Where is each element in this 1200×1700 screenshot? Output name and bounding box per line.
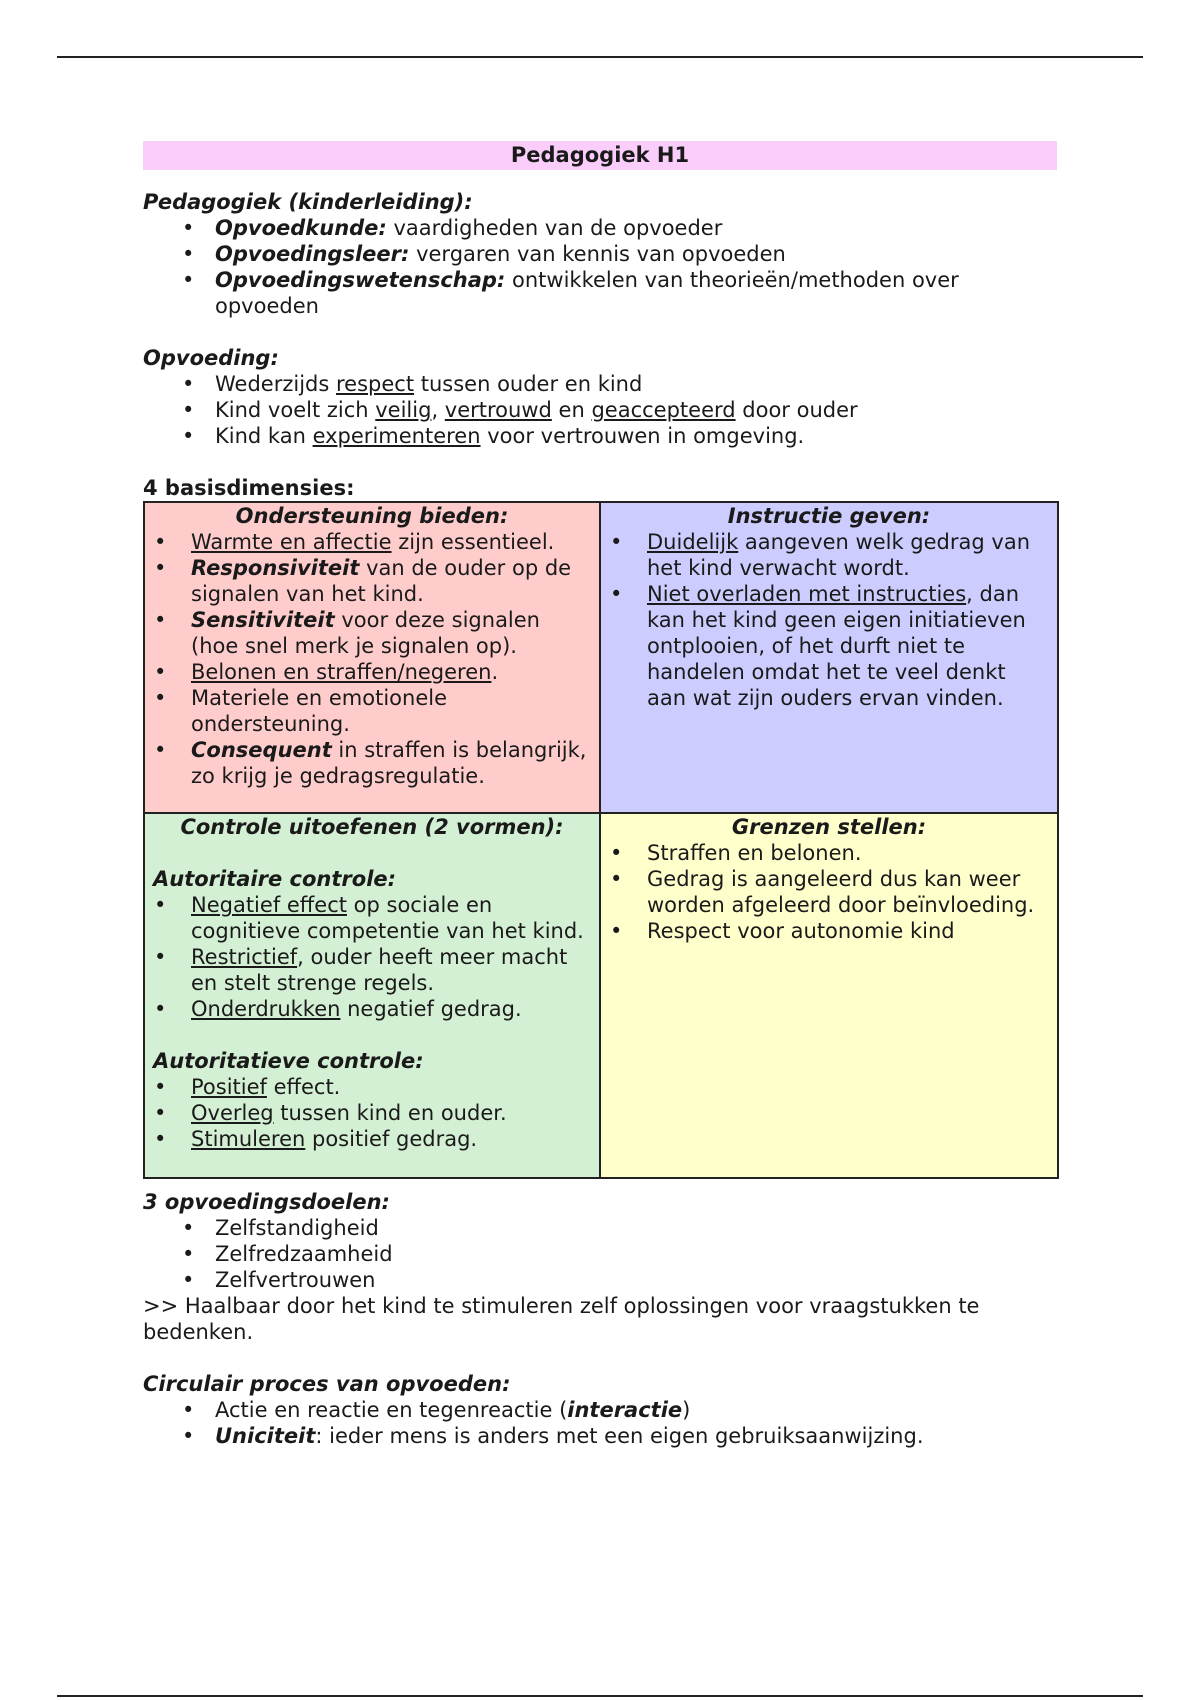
list-item: • Niet overladen met instructies, dan kan het kind geen eigen initiatieven ontplooien, of het durft niet te handelen omdat het te veel denkt aan wat zijn ouders ervan vinden. bbox=[647, 581, 1049, 711]
basisdimensies-table bbox=[143, 501, 1059, 1179]
list-item: • Gedrag is aangeleerd dus kan weer worden afgeleerd door beïnvloeding. bbox=[647, 866, 1049, 918]
cell-title: Controle uitoefenen (2 vormen): bbox=[180, 815, 564, 839]
list-item: • Sensitiviteit voor deze signalen (hoe snel merk je signalen op). bbox=[191, 607, 591, 659]
list-item: • Kind kan experimenteren voor vertrouwen in omgeving. bbox=[215, 423, 1057, 449]
list-item: • Overleg tussen kind en ouder. bbox=[191, 1100, 591, 1126]
opvoeding-list bbox=[143, 371, 1057, 449]
list-item: • Kind voelt zich veilig, vertrouwd en geaccepteerd door ouder bbox=[215, 397, 1057, 423]
list-item: • Respect voor autonomie kind bbox=[647, 918, 1049, 944]
page-title: Pedagogiek H1 bbox=[143, 141, 1057, 170]
subheading-autoritaire: Autoritaire controle: bbox=[153, 867, 397, 891]
list-item: • Duidelijk aangeven welk gedrag van het kind verwacht wordt. bbox=[647, 529, 1049, 581]
section-heading-circulair: Circulair proces van opvoeden: bbox=[143, 1372, 511, 1396]
section-heading-opvoeding: Opvoeding: bbox=[143, 346, 279, 370]
section-heading-basisdimensies: 4 basisdimensies: bbox=[143, 476, 355, 500]
top-rule bbox=[57, 56, 1143, 58]
list-item: • Restrictief, ouder heeft meer macht en stelt strenge regels. bbox=[191, 944, 591, 996]
list-item: • Zelfstandigheid bbox=[215, 1215, 1057, 1241]
doelen-note: >> Haalbaar door het kind te stimuleren zelf oplossingen voor vraagstukken te bedenken. bbox=[143, 1294, 980, 1344]
pedagogiek-list bbox=[143, 215, 1057, 319]
list-item: • Zelfvertrouwen bbox=[215, 1267, 1057, 1293]
cell-instructie bbox=[601, 503, 1057, 814]
list-item: • Opvoedingsleer: vergaren van kennis van opvoeden bbox=[215, 241, 1057, 267]
list-item: • Opvoedingswetenschap: ontwikkelen van theorieën/methoden over opvoeden bbox=[215, 267, 1057, 319]
cell-title: Instructie geven: bbox=[727, 504, 931, 528]
document-body bbox=[143, 141, 1057, 1449]
list-item: • Positief effect. bbox=[191, 1074, 591, 1100]
doelen-list bbox=[143, 1215, 1057, 1293]
cell-grenzen bbox=[601, 814, 1057, 1177]
bottom-rule bbox=[57, 1695, 1143, 1697]
list-item: • Responsiviteit van de ouder op de signalen van het kind. bbox=[191, 555, 591, 607]
cell-title: Grenzen stellen: bbox=[731, 815, 927, 839]
cell-title: Ondersteuning bieden: bbox=[235, 504, 509, 528]
list-item: • Opvoedkunde: vaardigheden van de opvoeder bbox=[215, 215, 1057, 241]
list-item: • Zelfredzaamheid bbox=[215, 1241, 1057, 1267]
section-heading-doelen: 3 opvoedingsdoelen: bbox=[143, 1190, 390, 1214]
section-heading-pedagogiek: Pedagogiek (kinderleiding): bbox=[143, 190, 473, 214]
subheading-autoritatieve: Autoritatieve controle: bbox=[153, 1049, 424, 1073]
list-item: • Warmte en affectie zijn essentieel. bbox=[191, 529, 591, 555]
list-item: • Belonen en straffen/negeren. bbox=[191, 659, 591, 685]
list-item: • Stimuleren positief gedrag. bbox=[191, 1126, 591, 1152]
list-item: • Actie en reactie en tegenreactie (interactie) bbox=[215, 1397, 1057, 1423]
cell-ondersteuning bbox=[145, 503, 601, 814]
list-item: • Straffen en belonen. bbox=[647, 840, 1049, 866]
list-item: • Uniciteit: ieder mens is anders met een eigen gebruiksaanwijzing. bbox=[215, 1423, 1057, 1449]
list-item: • Materiele en emotionele ondersteuning. bbox=[191, 685, 591, 737]
list-item: • Negatief effect op sociale en cognitieve competentie van het kind. bbox=[191, 892, 591, 944]
list-item: • Onderdrukken negatief gedrag. bbox=[191, 996, 591, 1022]
list-item: • Consequent in straffen is belangrijk, zo krijg je gedragsregulatie. bbox=[191, 737, 591, 789]
cell-controle bbox=[145, 814, 601, 1177]
circulair-list bbox=[143, 1397, 1057, 1449]
list-item: • Wederzijds respect tussen ouder en kind bbox=[215, 371, 1057, 397]
